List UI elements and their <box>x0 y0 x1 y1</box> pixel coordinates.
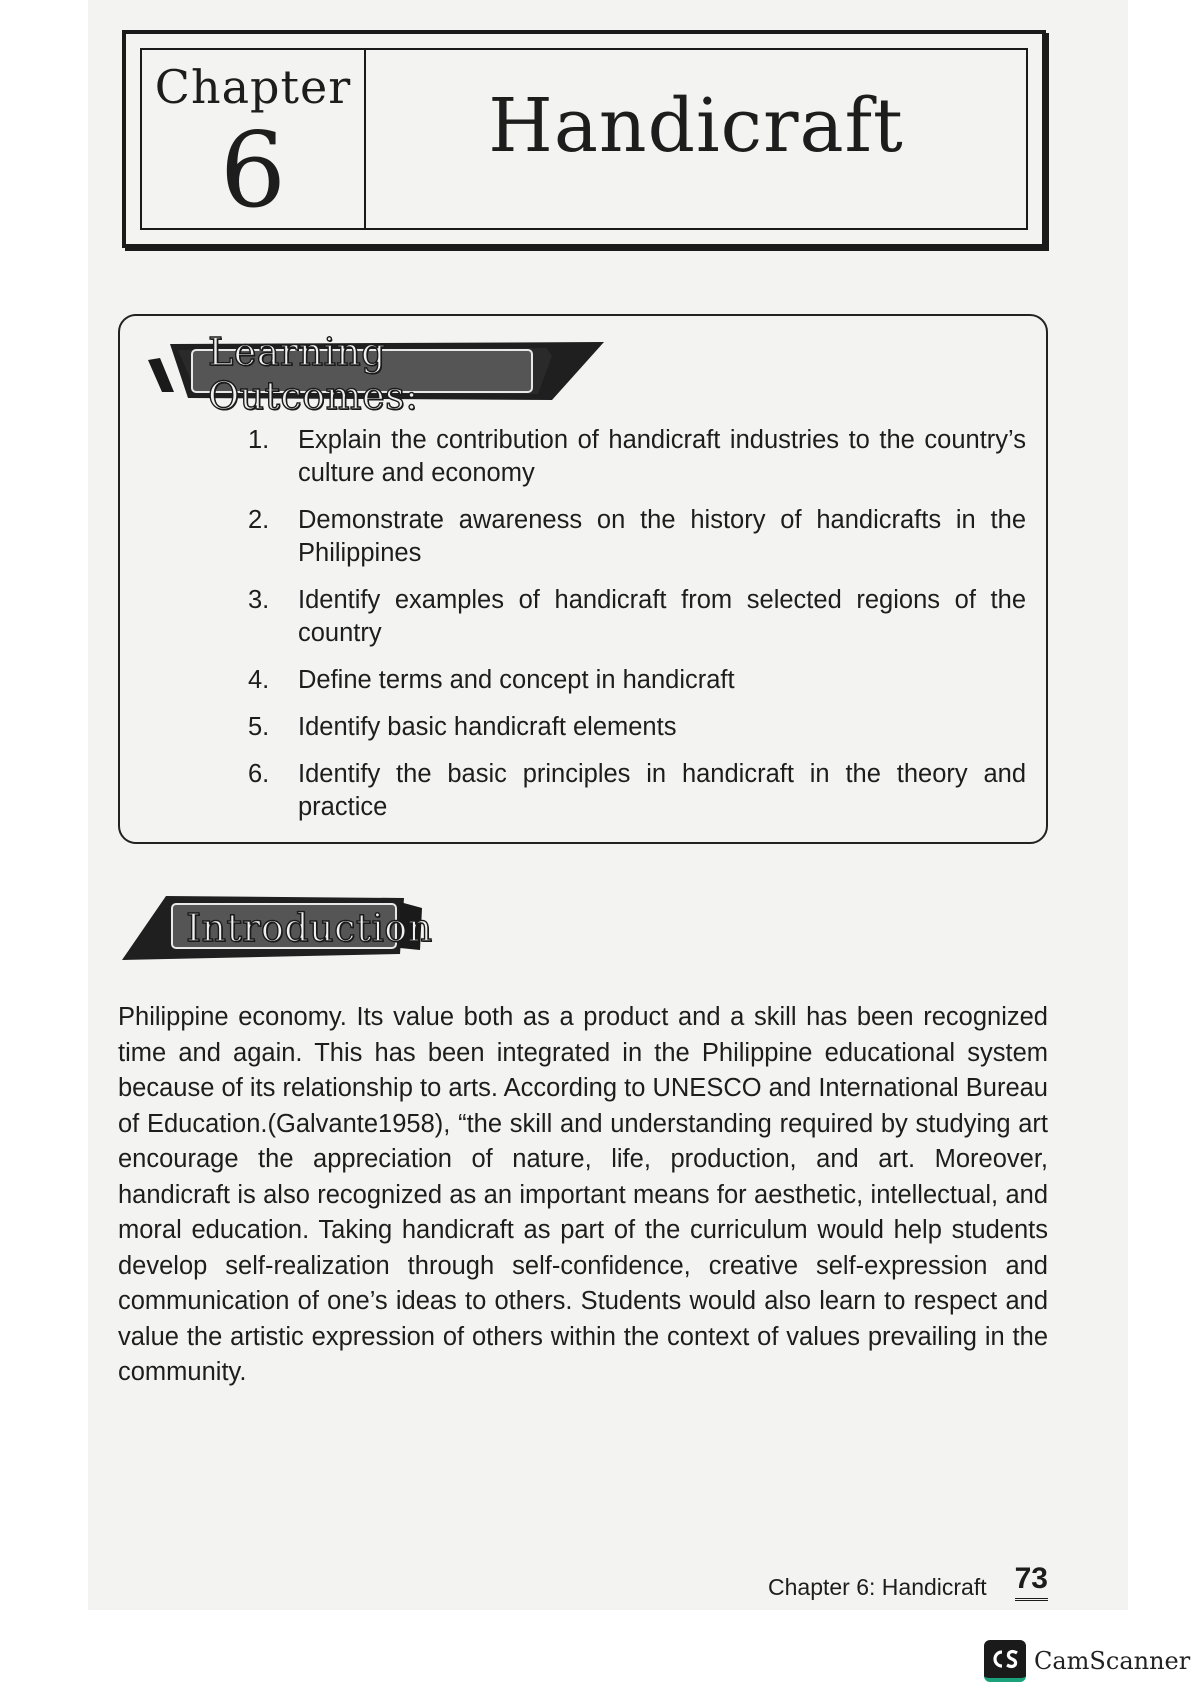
learning-outcomes-list <box>248 424 1026 838</box>
chapter-number-panel <box>142 50 366 231</box>
list-item-text: Define terms and concept in handicraft <box>298 666 735 694</box>
page-footer <box>768 1562 1048 1601</box>
introduction-heading: Introduction <box>186 906 433 950</box>
chapter-title: Handicraft <box>488 83 904 169</box>
chapter-header <box>122 30 1046 248</box>
list-item <box>248 584 1026 650</box>
chapter-word: Chapter <box>154 60 352 114</box>
list-item <box>248 711 1026 744</box>
list-item <box>248 504 1026 570</box>
list-item <box>248 424 1026 490</box>
chapter-header-inner <box>140 48 1028 230</box>
learning-outcomes-banner <box>148 330 604 418</box>
camscanner-logo-icon <box>984 1640 1026 1682</box>
list-item-number: 5. <box>248 713 270 741</box>
list-item <box>248 758 1026 824</box>
list-item-number: 2. <box>248 506 270 534</box>
chapter-number: 6 <box>219 109 287 231</box>
list-item-text: Identify examples of handicraft from selected regions of the country <box>298 586 1026 647</box>
list-item-number: 4. <box>248 666 270 694</box>
introduction-paragraph: Philippine economy. Its value both as a product and a skill has been recognized time and again. This has been integrated in the Philippine educational system because of its relationship to arts. According to UNESCO and International Bureau of Education.(Galvante1958), “the skill and understanding required by studying art encourage the appreciation of nature, life, production, and art. Moreover, handicraft is also recognized as an important means for aesthetic, intellectual, and moral education. Taking handicraft as part of the curriculum would help students develop self-realization through self-confidence, creative self-expression and communication of one’s ideas to others. Students would also learn to respect and value the artistic expression of others within the context of values prevailing in the community. <box>118 1003 1048 1386</box>
camscanner-watermark <box>984 1640 1190 1682</box>
page-number: 73 <box>1015 1562 1048 1601</box>
list-item <box>248 664 1026 697</box>
learning-outcomes-heading: Learning Outcomes: <box>208 330 419 418</box>
introduction-banner <box>122 892 433 962</box>
list-item-text: Explain the contribution of handicraft industries to the country’s culture and economy <box>298 426 1026 487</box>
list-item-text: Identify the basic principles in handicraft in the theory and practice <box>298 760 1026 821</box>
list-item-text: Demonstrate awareness on the history of handicrafts in the Philippines <box>298 506 1026 567</box>
watermark-text: CamScanner <box>1034 1647 1191 1675</box>
list-item-number: 1. <box>248 426 270 454</box>
list-item-text: Identify basic handicraft elements <box>298 713 677 741</box>
footer-chapter-label: Chapter 6: Handicraft <box>768 1574 987 1600</box>
list-item-number: 3. <box>248 586 270 614</box>
list-item-number: 6. <box>248 760 270 788</box>
